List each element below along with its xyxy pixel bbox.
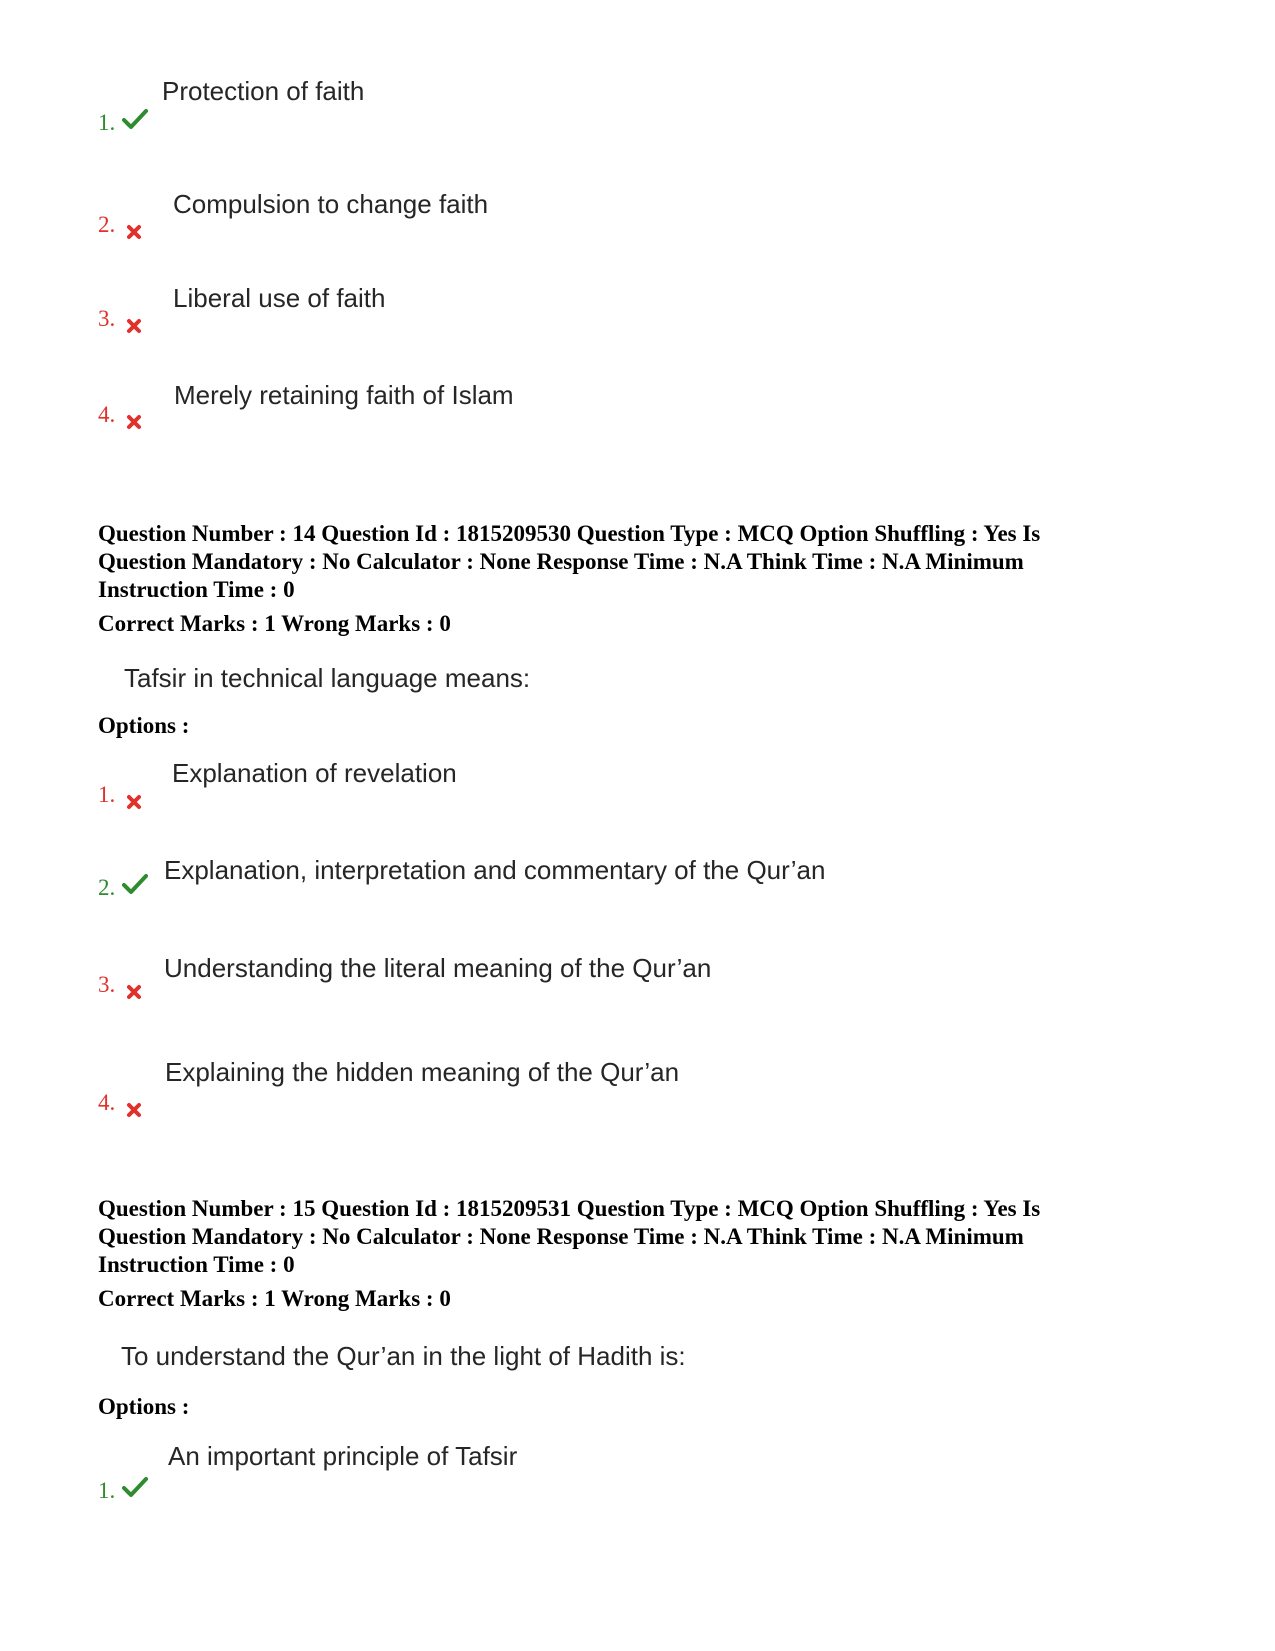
cross-icon — [126, 414, 142, 430]
cross-icon — [126, 1102, 142, 1118]
cross-icon — [126, 318, 142, 334]
option-number: 1. — [98, 110, 116, 135]
q14-meta-line-1: Question Number : 14 Question Id : 1815209530 Question Type : MCQ Option Shuffling : Yes Is — [98, 521, 1041, 546]
check-icon — [122, 873, 148, 895]
option-number: 3. — [98, 306, 116, 331]
option-text: Liberal use of faith — [173, 283, 386, 313]
q15-marks: Correct Marks : 1 Wrong Marks : 0 — [98, 1286, 451, 1311]
option-number: 1. — [98, 782, 116, 807]
option-number: 2. — [98, 212, 116, 237]
option-text: Explaining the hidden meaning of the Qur’an — [165, 1057, 680, 1087]
option-text: Understanding the literal meaning of the Qur’an — [164, 953, 712, 983]
q14-options-label: Options : — [98, 713, 190, 738]
option-number: 2. — [98, 875, 116, 900]
option-number: 1. — [98, 1478, 116, 1503]
option-text: Merely retaining faith of Islam — [174, 380, 514, 410]
q15-question-text: To understand the Qur’an in the light of Hadith is: — [121, 1341, 686, 1371]
option-text: Compulsion to change faith — [173, 189, 489, 219]
cross-icon — [126, 984, 142, 1000]
option-text: Protection of faith — [162, 76, 365, 106]
q15-meta — [98, 1195, 1178, 1279]
q14-question-text: Tafsir in technical language means: — [124, 663, 531, 693]
q15-meta-line-3: Instruction Time : 0 — [98, 1252, 295, 1277]
q14-meta-line-2: Question Mandatory : No Calculator : None Response Time : N.A Think Time : N.A Minimum — [98, 549, 1024, 574]
cross-icon — [126, 224, 142, 240]
q15-options-label: Options : — [98, 1394, 190, 1419]
q14-meta — [98, 520, 1178, 604]
option-number: 4. — [98, 402, 116, 427]
q15-meta-line-1: Question Number : 15 Question Id : 1815209531 Question Type : MCQ Option Shuffling : Yes Is — [98, 1196, 1041, 1221]
cross-icon — [126, 794, 142, 810]
check-icon — [122, 108, 148, 130]
option-text: An important principle of Tafsir — [168, 1441, 518, 1471]
option-text: Explanation of revelation — [172, 758, 457, 788]
q15-meta-line-2: Question Mandatory : No Calculator : None Response Time : N.A Think Time : N.A Minimum — [98, 1224, 1024, 1249]
check-icon — [122, 1476, 148, 1498]
q14-marks: Correct Marks : 1 Wrong Marks : 0 — [98, 611, 451, 636]
option-number: 3. — [98, 972, 116, 997]
q14-meta-line-3: Instruction Time : 0 — [98, 577, 295, 602]
option-text: Explanation, interpretation and commentary of the Qur’an — [164, 855, 826, 885]
option-number: 4. — [98, 1090, 116, 1115]
